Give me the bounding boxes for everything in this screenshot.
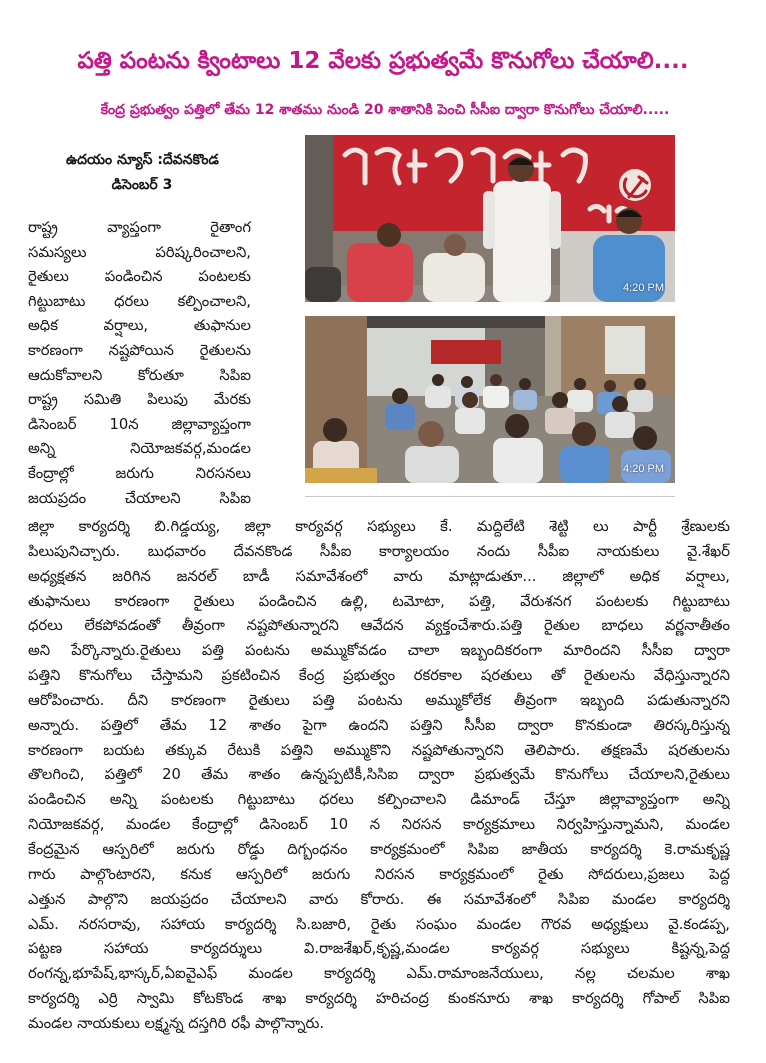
red-banner-distant (431, 340, 501, 364)
wall-opening (605, 326, 645, 374)
article-line: జిల్లా కార్యదర్శి బి.గిడ్డయ్య, జిల్లా కార్యవర్గ సభ్యులు కే. మద్దిలేటి శెట్టి లు పార్టీ శ్రేణులకు (28, 518, 730, 535)
article-column-text (28, 216, 251, 511)
dateline-source: ఉదయం న్యూస్ :దేవనకొండ (66, 152, 219, 168)
article-line: డిసెంబర్ 10న జిల్లావ్యాప్తంగా (28, 415, 251, 433)
article-line: అధ్యక్షతన జరిగిన జనరల్ బాడీ సమావేశంలో వారు మాట్లాడుతూ... జిల్లాలో అధిక వర్షాలు, (28, 567, 730, 585)
article-line: రైతులు పండించిన పంటలకు (28, 268, 251, 286)
article-line: పండించిన అన్ని పంటలకు గిట్టుబాటు ధరలు కల్పించాలని డిమాండ్ చేస్తూ జిల్లావ్యాప్తంగా అన్ని (28, 791, 730, 809)
photo-meeting-stage (305, 135, 675, 302)
article-line: సమస్యలు పరిష్కరించాలని, (28, 243, 251, 261)
photo-meeting-audience-drawing (305, 316, 675, 483)
yellow-cloth (305, 468, 377, 483)
article-line: కారణంగా నష్టపోయిన రైతులను (28, 341, 251, 359)
article-line: అన్ని నియోజకవర్గ,మండల (28, 440, 251, 458)
article-line: పట్టణ సహాయ కార్యదర్శులు వి.రాజశేఖర్,కృష్ణ,మండల కార్యవర్గ సభ్యులు కిష్టన్న,పెద్ద (28, 940, 730, 958)
article-line: ఆదుకోవాలని కోరుతూ సిపిఐ (28, 366, 251, 384)
article-line: కారణంగా బయట తక్కువ రేటుకి పత్తిని అమ్ముకొని నష్టపోతున్నారని తెలిపారు. తక్షణమే షరతులను (28, 741, 730, 759)
article-line: రాష్ట్ర సమితి పిలుపు మేరకు (28, 391, 251, 409)
article-line: గిట్టుబాటు ధరలు కల్పించాలని, (28, 292, 251, 310)
article-line: ఎమ్. నరసరావు, సహాయ కార్యదర్శి సి.బజారి, రైతు సంఘం మండల గౌరవ అధ్యక్షులు వై.కండప్ప, (28, 915, 730, 933)
article-line: రాష్ట్ర వ్యాప్తంగా రైతాంగ (28, 219, 251, 236)
article-line: ఆరోపించారు. దీని కారణంగా రైతులు పత్తి పంటను అమ్ముకోలేక తీవ్రంగా ఇబ్బంది పడుతున్నారని (28, 691, 730, 709)
article-line: కేంద్రమైన ఆస్పరిలో జరుగు రోడ్డు దిగ్బంధనం కార్యక్రమంలో సిపిఐ జాతీయ కార్యదర్శి కె.రామకృష్ణ (28, 840, 730, 858)
photo-timestamp: 4:20 PM (623, 282, 664, 294)
dateline-date: డిసెంబర్ 3 (111, 177, 173, 193)
article-line: కేంద్రాల్లో జరుగు నిరసనలు (28, 464, 251, 482)
photo-meeting-audience (305, 316, 675, 483)
article-line: గారు పాల్గొంటారని, కనుక ఆస్పరిలో జరుగు నిరసన కార్యక్రమంలో రైతు సోదరులు,ప్రజలు పెద్ద (28, 865, 730, 883)
headline: పత్తి పంటను క్వింటాలు 12 వేలకు ప్రభుత్వమే కొనుగోలు చేయాలి.... (77, 48, 689, 74)
photo-timestamp: 4:20 PM (623, 463, 664, 475)
article-line: తుఫానులు కారణంగా రైతులు పండించిన ఉల్లి, టమోటా, పత్తి, వేరుశనగ పంటలకు గిట్టుబాటు (28, 592, 730, 610)
article-line: పత్తిని కొనుగోలు చేస్తామని ప్రకటించిన కేంద్ర ప్రభుత్వం రకరకాల షరతులు తో రైతులను వేధిస్తున్నారని (28, 667, 730, 685)
article-line: అధిక వర్షాలు, తుఫానుల (28, 317, 251, 335)
article-line: ఎత్తున పాల్గొని జయప్రదం చేయాలని వారు కోరారు. ఈ సమావేశంలో సిపిఐ మండల కార్యదర్శి (28, 890, 730, 908)
article-line: పిలుపునిచ్చారు. బుధవారం దేవనకొండ సీపీఐ కార్యాలయం నందు సీపీఐ నాయకులు వై.శేఖర్ (28, 542, 730, 560)
subheadline: కేంద్ర ప్రభుత్వం పత్తిలో తేమ 12 శాతము నుండి 20 శాతానికి పెంచి సీసీఐ ద్వారా కొనుగోలు చేయాలి..... (100, 102, 670, 118)
article-line: తొలగించి, పత్తిలో 20 తేమ శాతం ఉన్నప్పటికీ,సిసిఐ ద్వారా ప్రభుత్వమే కొనుగోలు చేయాలని,రైతులు (28, 766, 730, 784)
article-line: జయప్రదం చేయాలని సిపిఐ (28, 489, 251, 507)
article-line: అని పేర్కొన్నారు.రైతులు పత్తి పంటను అమ్ముకోవడం చాలా ఇబ్బందికరంగా మారిందని సీసీఐ ద్వారా (28, 642, 730, 660)
photo-divider-line (305, 496, 675, 497)
article-line: కార్యదర్శి ఎర్రి స్వామి కోటకొండ శాఖ కార్యదర్శి హరిచంద్ర కుంకనూరు శాఖ కార్యదర్శి గోపాల్ సిపిఐ (28, 990, 730, 1008)
article-full-width-text (28, 515, 730, 1037)
photo-meeting-stage-drawing (305, 135, 675, 302)
article-line: మండల నాయకులు లక్ష్మన్న దస్తగిరి రఫీ పాల్గొన్నారు. (28, 1014, 325, 1032)
article-line: అన్నారు. పత్తిలో తేమ 12 శాతం పైగా ఉందని పత్తిని సీసీఐ ద్వారా కొనకుండా తిరస్కరిస్తున్న (28, 716, 730, 734)
article-line: రంగన్న,భూపేష్,భాస్కర్,ఏఐవైఎఫ్ మండల కార్యదర్శి ఎమ్.రామాంజనేయులు, నల్ల చలమల శాఖ (28, 965, 730, 983)
article-line: ధరలు లేకపోవడంతో తీవ్రంగా నష్టపోతున్నారని ఆవేదన వ్యక్తంచేశారు.పత్తి రైతుల బాధలు వర్ణనాతీతం (28, 617, 730, 635)
article-line: నియోజకవర్గ, మండల కేంద్రాల్లో డిసెంబర్ 10 న నిరసన కార్యక్రమాలు నిర్వహిస్తున్నామని, మండల (28, 816, 730, 834)
person-left-edge (305, 267, 341, 302)
